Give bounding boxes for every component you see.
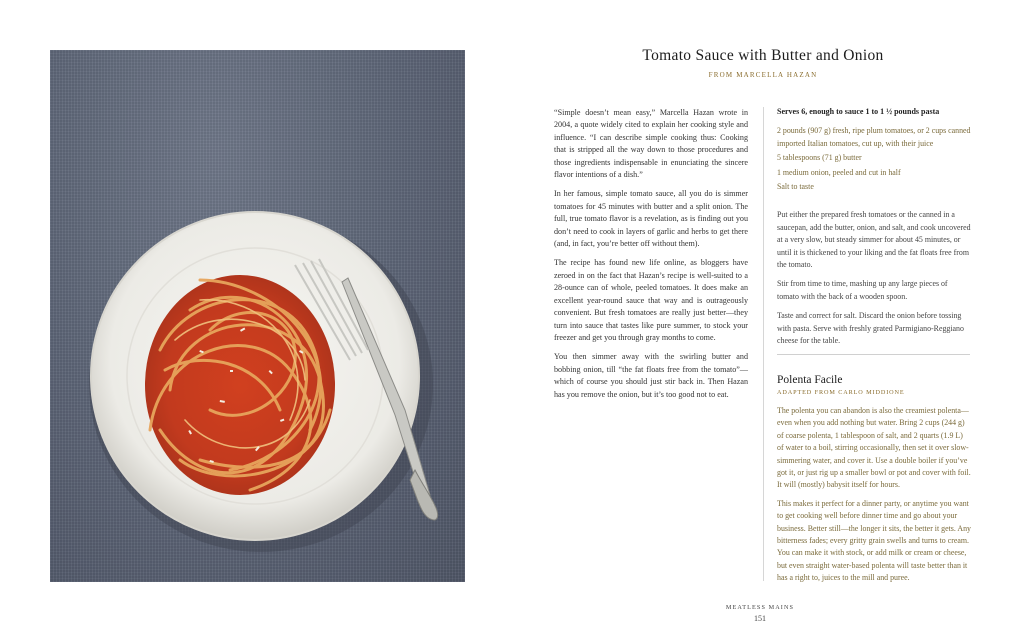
intro-paragraph: The recipe has found new life online, as bloggers have zeroed in on the fact that Hazan’s recipe is well-suited to a 28-ounce can of whole, peeled tomatoes. It does make an excellent year-round sauce that way and is outrageously convenient. But fresh tomatoes are really just better—they turn into sauce that tastes like pure summer, to stock your freezer and get you through gray months to come. <box>554 258 748 342</box>
footer-section-label: MEATLESS MAINS <box>725 604 795 611</box>
section-divider <box>777 354 970 355</box>
step-paragraph: Put either the prepared fresh tomatoes or the canned in a saucepan, add the butter, onion, and salt, and cook uncovered at a very slow, but steady simmer for about 45 minutes, or until it is thickened to your liking and the fat floats free from the tomato. <box>777 210 971 270</box>
step-paragraph: Stir from time to time, mashing up any large pieces of tomato with the back of a wooden spoon. <box>777 279 948 301</box>
recipe-byline: FROM MARCELLA HAZAN <box>708 71 818 79</box>
ingredient-item: 1 medium onion, peeled and cut in half <box>777 167 901 177</box>
page-number: 151 <box>754 614 766 623</box>
ingredient-list <box>777 125 971 193</box>
side-recipe-paragraph: The polenta you can abandon is also the creamiest polenta—even when you add nothing but water. Bring 2 cups (244 g) of coarse polenta, 1 tablespoon of salt, and 2 quarts (1.9 L) of water to a boil, stirring occasionally, then set it over slow-simmering water, and cover it. Use a double boiler if you’ve got it, or just rig up a smaller bowl or pot and cover with foil. It will (mostly) babysit itself for hours. <box>777 406 971 490</box>
side-recipe-byline: ADAPTED FROM CARLO MIDDIONE <box>777 389 905 396</box>
recipe-steps <box>777 209 971 347</box>
side-recipe-body <box>777 405 971 591</box>
pasta-photo <box>50 50 465 582</box>
column-divider <box>763 107 764 581</box>
recipe-ingredients-and-steps <box>777 106 971 355</box>
recipe-intro <box>554 107 748 408</box>
pasta-plate-illustration <box>50 50 465 582</box>
spaghetti <box>145 275 335 495</box>
ingredient-item: 2 pounds (907 g) fresh, ripe plum tomatoes, or 2 cups canned imported Italian tomatoes, cut up, with their juice <box>777 126 971 148</box>
intro-paragraph: “Simple doesn’t mean easy,” Marcella Hazan wrote in 2004, a quote widely cited to explain her cooking style and influence. “I can describe simple cooking thus: Cooking that is stripped all the way down to those procedures and those ingredients indispensable in enunciating the sincere flavor intentions of a dish.” <box>554 108 748 180</box>
side-recipe-paragraph: This makes it perfect for a dinner party, or anytime you want to get cooking well before dinner time and go about your business. Better still—the longer it sits, the better it gets. Any bitterness fades; every gritty grain swells and turns to cream. You can make it with stock, or add milk or cream or cheese, but even straight water-based polenta will taste better than it has a right to, juices to the mill and puree. <box>777 498 971 583</box>
ingredient-item: Salt to taste <box>777 182 814 192</box>
recipe-title: Tomato Sauce with Butter and Onion <box>642 47 884 64</box>
serves-line: Serves 6, enough to sauce 1 to 1 ½ pounds pasta <box>777 107 940 116</box>
ingredient-item: 5 tablespoons (71 g) butter <box>777 153 862 163</box>
intro-paragraph: In her famous, simple tomato sauce, all you do is simmer tomatoes for 45 minutes with butter and a split onion. The full, true tomato flavor is a revelation, as is finding out you don’t need to cook in layers of garlic and herbs to get there (and, in fact, you’re better off without them). <box>554 189 748 249</box>
intro-paragraph: You then simmer away with the swirling butter and bobbing onion, till “the fat floats free from the tomato”—which of course you should just stir back in. Then Hazan has you remove the onion, but it’s too good not to eat. <box>554 352 748 399</box>
side-recipe-title: Polenta Facile <box>777 374 843 386</box>
step-paragraph: Taste and correct for salt. Discard the onion before tossing with pasta. Serve with freshly grated Parmigiano-Reggiano cheese for the table. <box>777 311 964 346</box>
